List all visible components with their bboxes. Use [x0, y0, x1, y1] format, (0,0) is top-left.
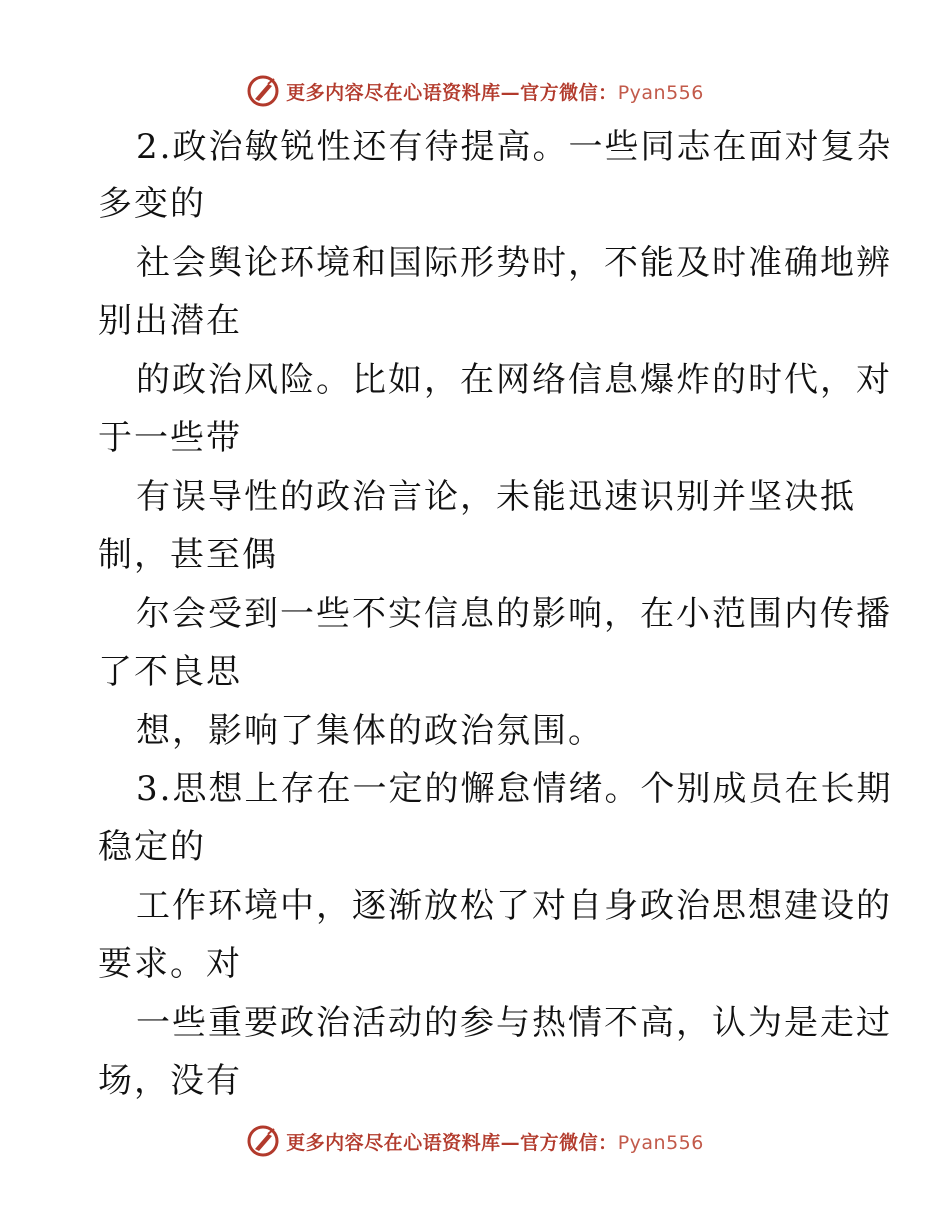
- header-wechat-id: Pyan556: [617, 81, 704, 104]
- body-line: 2.政治敏锐性还有待提高。一些同志在面对复杂: [136, 127, 893, 167]
- body-line: 想，影响了集体的政治氛围。: [136, 711, 604, 751]
- body-line: 社会舆论环境和国际形势时，不能及时准确地辨: [136, 243, 892, 283]
- body-line: 于一些带: [98, 418, 242, 458]
- body-line: 要求。对: [98, 944, 242, 984]
- body-line: 别出潜在: [98, 301, 242, 341]
- header-banner-text: [286, 78, 704, 105]
- footer-banner: [0, 1121, 950, 1161]
- footer-banner-text: [286, 1128, 704, 1155]
- quill-logo-icon: [246, 74, 280, 108]
- header-banner: [0, 71, 950, 111]
- body-line: 有误导性的政治言论，未能迅速识别并坚决抵: [136, 477, 856, 517]
- body-line: 场，没有: [98, 1061, 242, 1101]
- header-wechat-label: 官方微信：: [520, 81, 618, 104]
- body-line: 多变的: [98, 184, 206, 224]
- header-dash: —: [500, 81, 521, 104]
- body-line: 了不良思: [98, 652, 242, 692]
- body-line: 一些重要政治活动的参与热情不高，认为是走过: [136, 1003, 892, 1043]
- footer-wechat-id: Pyan556: [617, 1131, 704, 1154]
- body-line: 的政治风险。比如，在网络信息爆炸的时代，对: [136, 360, 892, 400]
- body-line: 3.思想上存在一定的懈怠情绪。个别成员在长期: [136, 769, 893, 809]
- footer-site-text: 更多内容尽在心语资料库: [286, 1131, 501, 1154]
- body-line: 工作环境中，逐渐放松了对自身政治思想建设的: [136, 886, 892, 926]
- quill-logo-icon: [246, 1124, 280, 1158]
- footer-wechat-label: 官方微信：: [520, 1131, 618, 1154]
- body-line: 稳定的: [98, 827, 206, 867]
- body-line: 制，甚至偶: [98, 535, 278, 575]
- footer-dash: —: [500, 1131, 521, 1154]
- body-line: 尔会受到一些不实信息的影响，在小范围内传播: [136, 594, 892, 634]
- header-site-text: 更多内容尽在心语资料库: [286, 81, 501, 104]
